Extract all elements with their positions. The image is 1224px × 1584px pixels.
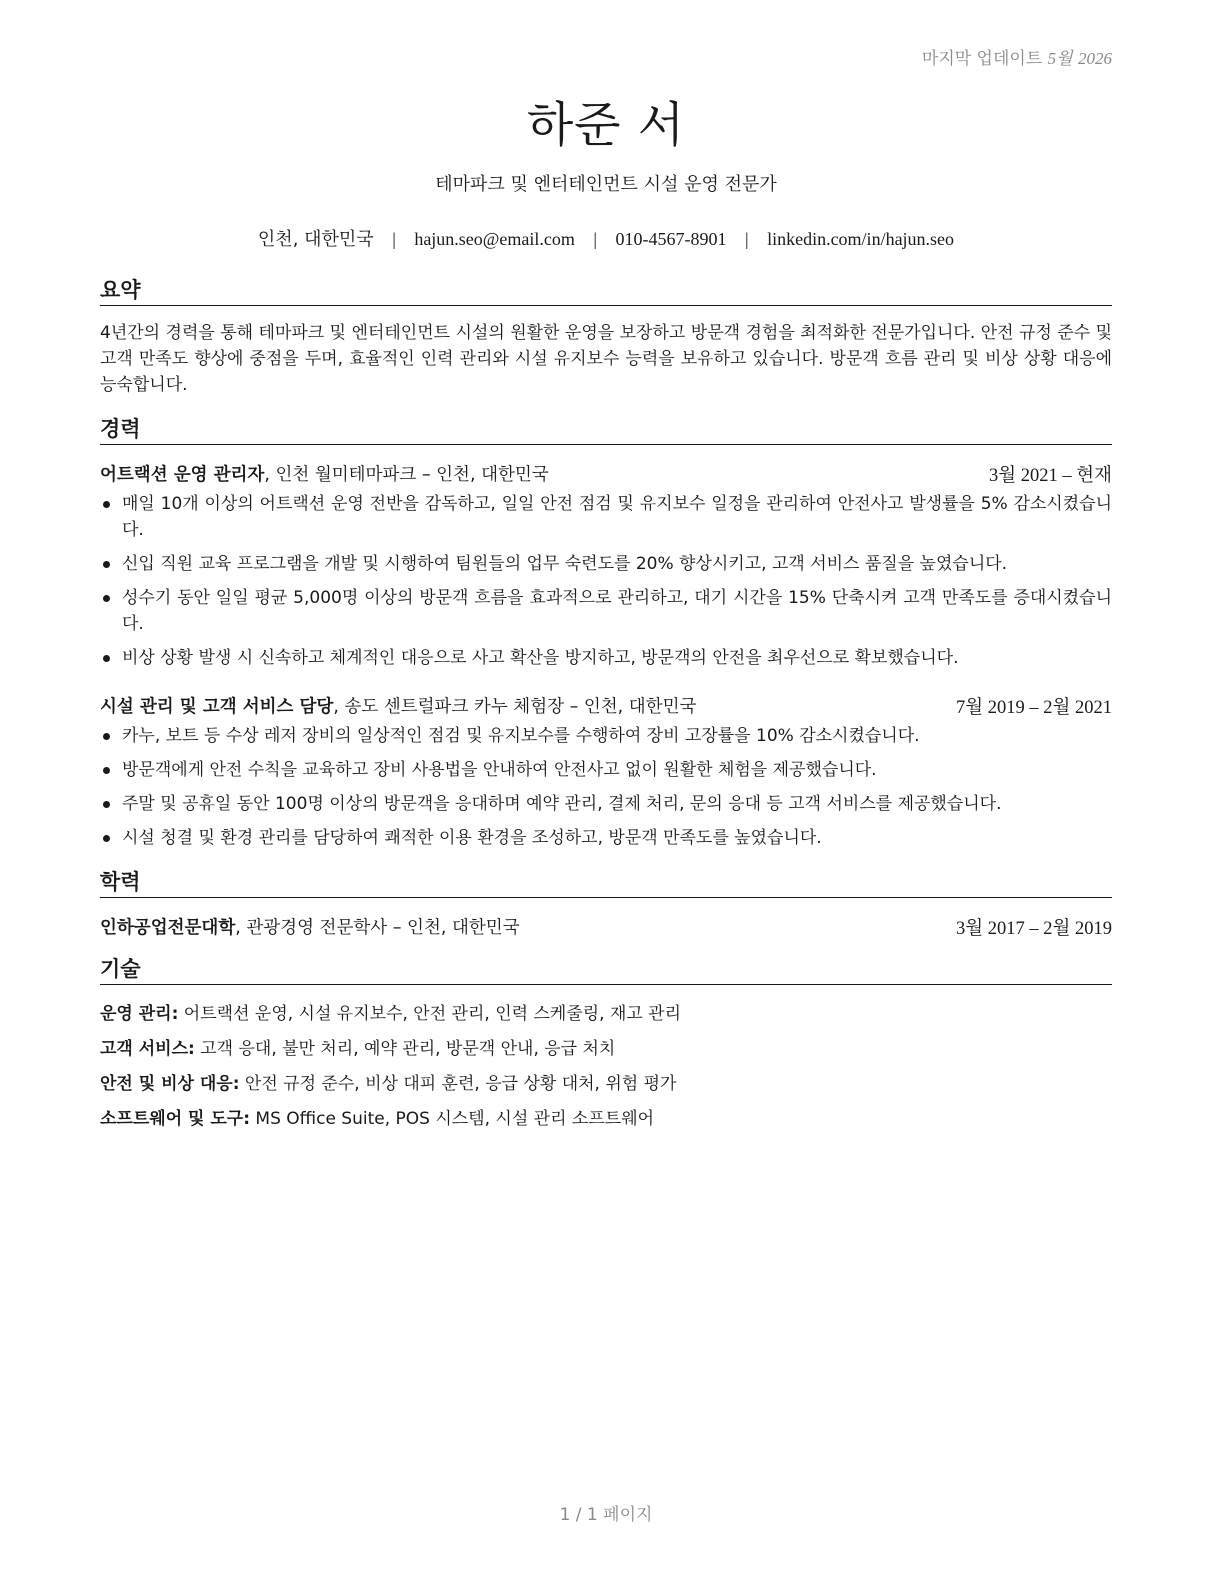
- contact-line: [100, 225, 1112, 251]
- last-updated-month: 5월: [1047, 49, 1073, 68]
- education-date: 3월 2017 – 2월 2019: [956, 919, 1112, 939]
- bullet-dot-icon: [103, 733, 110, 740]
- education-school: 인하공업전문대학: [100, 918, 236, 938]
- job-bullets: [100, 723, 1112, 859]
- job-org: , 인천 월미테마파크 – 인천, 대한민국: [264, 465, 549, 485]
- section-title-summary: 요약: [100, 277, 1112, 306]
- bullet-item: [100, 645, 1112, 671]
- bullet-item: [100, 825, 1112, 851]
- bullet-item: [100, 551, 1112, 577]
- bullet-dot-icon: [103, 655, 110, 662]
- resume-page: [100, 0, 1112, 1584]
- summary-text: 4년간의 경력을 통해 테마파크 및 엔터테인먼트 시설의 원활한 운영을 보장하고 방문객 경험을 최적화한 전문가입니다. 안전 규정 준수 및 고객 만족도 향상에 중점을 두며, 효율적인 인력 관리와 시설 유지보수 능력을 보유하고 있습니다. 방문객 흐름 관리 및 비상 상황 대응에 능숙합니다.: [100, 323, 1112, 395]
- job-header: [100, 693, 1112, 719]
- last-updated: [922, 44, 1112, 69]
- skill-line: [100, 1036, 1112, 1062]
- bullet-dot-icon: [103, 595, 110, 602]
- bullet-dot-icon: [103, 801, 110, 808]
- education-entry: [100, 914, 1112, 940]
- job-date: 3월 2021 – 현재: [989, 466, 1112, 486]
- contact-separator: |: [392, 229, 396, 249]
- contact-separator: |: [744, 229, 749, 249]
- section-title-experience: 경력: [100, 416, 1112, 445]
- contact-separator: |: [593, 229, 597, 249]
- contact-location: 인천, 대한민국: [257, 229, 374, 250]
- bullet-item: [100, 757, 1112, 783]
- skill-label: 안전 및 비상 대응:: [100, 1074, 240, 1094]
- bullet-item: [100, 491, 1112, 543]
- bullet-dot-icon: [103, 561, 110, 568]
- skill-line: [100, 1071, 1112, 1097]
- bullet-text: 신입 직원 교육 프로그램을 개발 및 시행하여 팀원들의 업무 숙련도를 20% 향상시키고, 고객 서비스 품질을 높였습니다.: [122, 554, 1008, 574]
- last-updated-label: 마지막 업데이트: [921, 49, 1043, 69]
- bullet-dot-icon: [103, 501, 110, 508]
- bullet-dot-icon: [103, 767, 110, 774]
- bullet-item: [100, 585, 1112, 637]
- bullet-text: 성수기 동안 일일 평균 5,000명 이상의 방문객 흐름을 효과적으로 관리하고, 대기 시간을 15% 단축시켜 고객 만족도를 증대시켰습니다.: [122, 588, 1112, 634]
- section-title-education: 학력: [100, 869, 1112, 898]
- job-org: , 송도 센트럴파크 카누 체험장 – 인천, 대한민국: [333, 697, 697, 717]
- education-detail: , 관광경영 전문학사 – 인천, 대한민국: [235, 918, 520, 938]
- job-header: [100, 461, 1112, 487]
- skill-line: [100, 1001, 1112, 1027]
- candidate-name: 하준 서: [526, 97, 686, 153]
- contact-phone: 010-4567-8901: [615, 229, 727, 249]
- page-number: 1 / 1 페이지: [559, 1505, 653, 1525]
- job-bullets: [100, 491, 1112, 679]
- skill-label: 고객 서비스:: [100, 1039, 195, 1059]
- bullet-dot-icon: [103, 835, 110, 842]
- contact-email[interactable]: hajun.seo@email.com: [414, 229, 575, 249]
- skill-label: 소프트웨어 및 도구:: [100, 1109, 251, 1129]
- skill-label: 운영 관리:: [100, 1004, 179, 1024]
- skill-value: 안전 규정 준수, 비상 대피 훈련, 응급 상황 대처, 위험 평가: [239, 1074, 677, 1094]
- bullet-text: 방문객에게 안전 수칙을 교육하고 장비 사용법을 안내하여 안전사고 없이 원활한 체험을 제공했습니다.: [122, 760, 877, 780]
- section-title-skills: 기술: [100, 956, 1112, 985]
- skill-line: [100, 1106, 1112, 1132]
- bullet-text: 매일 10개 이상의 어트랙션 운영 전반을 감독하고, 일일 안전 점검 및 유지보수 일정을 관리하여 안전사고 발생률을 5% 감소시켰습니다.: [122, 494, 1112, 540]
- bullet-text: 시설 청결 및 환경 관리를 담당하여 쾌적한 이용 환경을 조성하고, 방문객 만족도를 높였습니다.: [122, 828, 822, 848]
- job-role: 어트랙션 운영 관리자: [100, 465, 265, 485]
- skill-value: MS Office Suite, POS 시스템, 시설 관리 소프트웨어: [250, 1109, 655, 1129]
- bullet-item: [100, 723, 1112, 749]
- skill-value: 어트랙션 운영, 시설 유지보수, 안전 관리, 인력 스케줄링, 재고 관리: [178, 1004, 682, 1024]
- last-updated-year: 2026: [1078, 49, 1112, 68]
- bullet-item: [100, 791, 1112, 817]
- contact-linkedin[interactable]: linkedin.com/in/hajun.seo: [767, 229, 955, 249]
- bullet-text: 카누, 보트 등 수상 레저 장비의 일상적인 점검 및 유지보수를 수행하여 장비 고장률을 10% 감소시켰습니다.: [122, 726, 920, 746]
- bullet-text: 주말 및 공휴일 동안 100명 이상의 방문객을 응대하며 예약 관리, 결제 처리, 문의 응대 등 고객 서비스를 제공했습니다.: [122, 794, 1002, 814]
- job-role: 시설 관리 및 고객 서비스 담당: [100, 697, 334, 717]
- bullet-text: 비상 상황 발생 시 신속하고 체계적인 대응으로 사고 확산을 방지하고, 방문객의 안전을 최우선으로 확보했습니다.: [122, 648, 959, 668]
- skill-value: 고객 응대, 불만 처리, 예약 관리, 방문객 안내, 응급 처치: [194, 1039, 616, 1059]
- job-date: 7월 2019 – 2월 2021: [956, 698, 1112, 718]
- candidate-headline: 테마파크 및 엔터테인먼트 시설 운영 전문가: [435, 174, 777, 195]
